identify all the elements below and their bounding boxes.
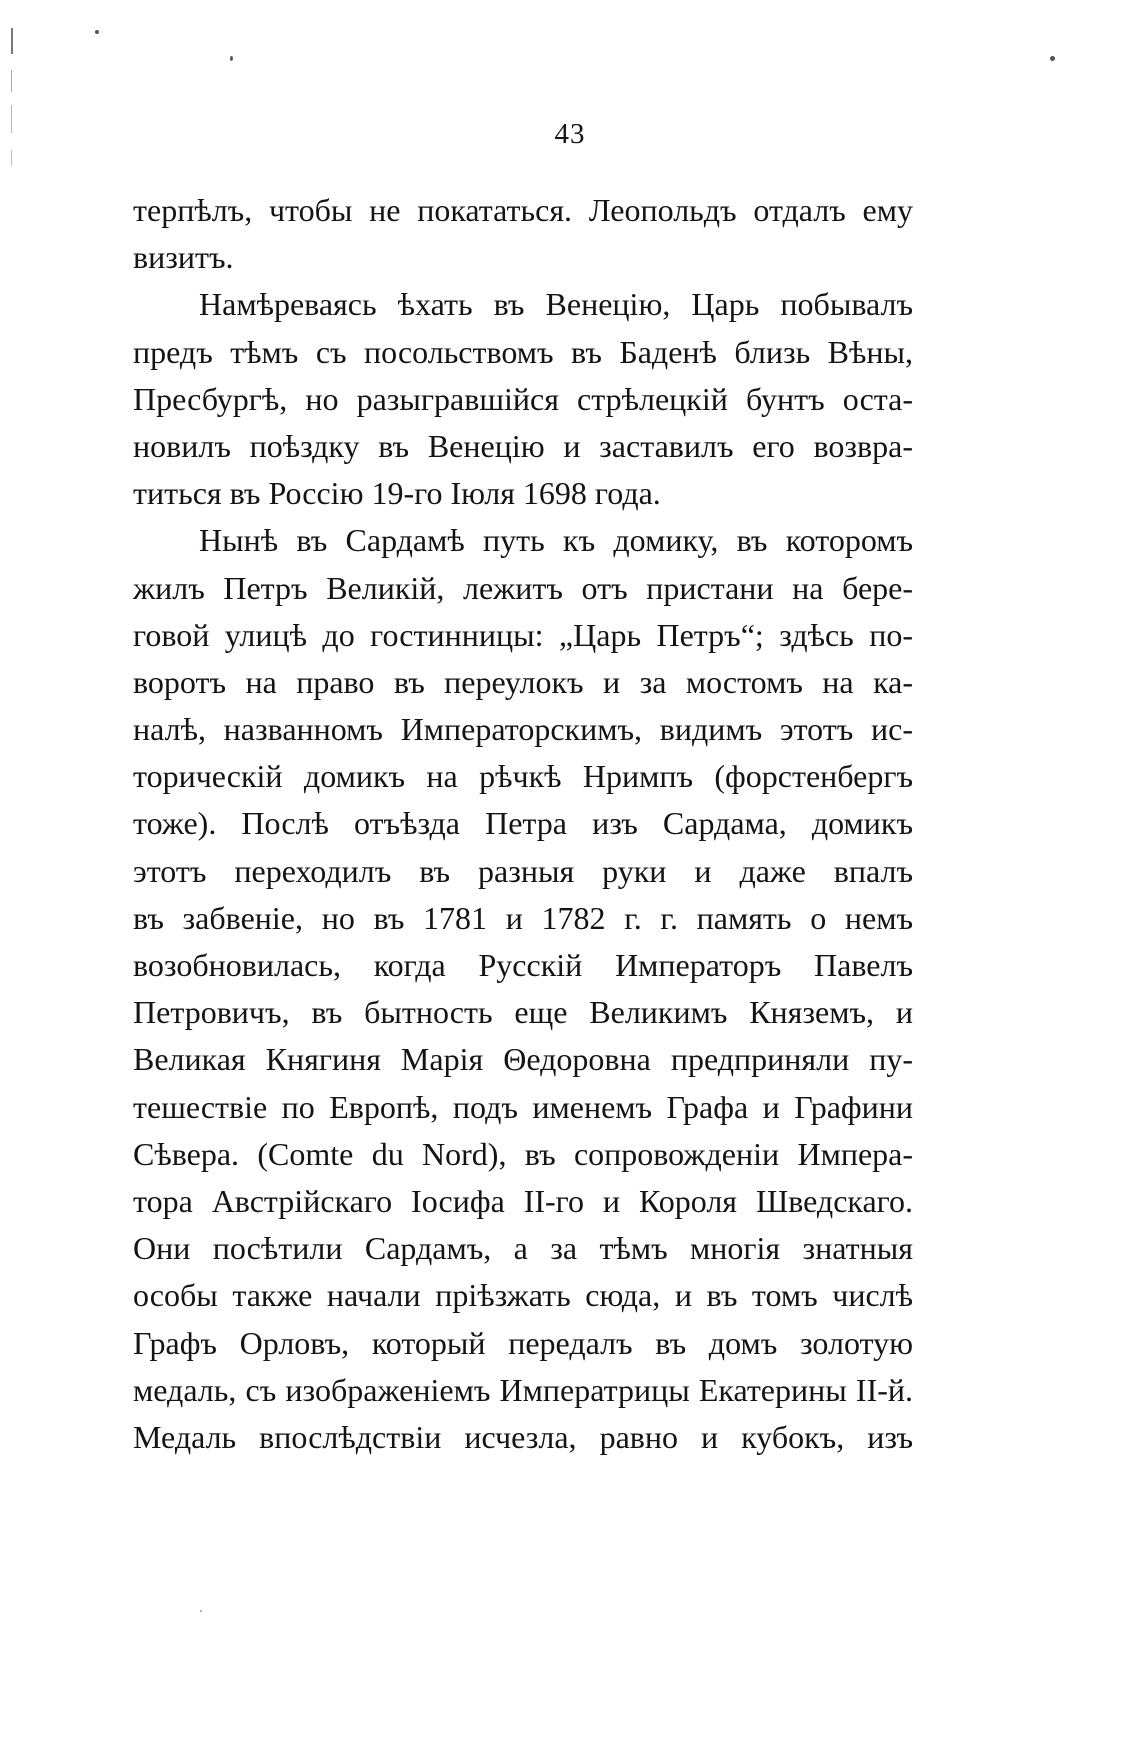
text-line: предъ тѣмъ съ посольствомъ въ Баденѣ близь Вѣны, (133, 333, 913, 370)
scan-speck (230, 56, 233, 61)
text-line: тора Австрійскаго Іосифа II-го и Короля Шведскаго. (133, 1182, 913, 1219)
scan-speck (95, 30, 99, 34)
scan-speck (1050, 56, 1055, 61)
text-line: Медаль впослѣдствіи исчезла, равно и кубокъ, изъ (133, 1418, 913, 1455)
text-line: торическій домикъ на рѣчкѣ Нримпъ (форстенбергъ (133, 758, 913, 795)
text-line: возобновилась, когда Русскій Императоръ Павелъ (133, 947, 913, 983)
text-line: этотъ переходилъ въ разныя руки и даже впалъ (133, 852, 913, 889)
page-number: 43 (554, 118, 586, 150)
scan-speck (200, 1610, 202, 1612)
scan-edge-mark (11, 150, 12, 166)
text-line: налѣ, названномъ Императорскимъ, видимъ этотъ ис- (133, 711, 913, 748)
text-line: говой улицѣ до гостинницы: „Царь Петръ“; здѣсь по- (133, 616, 913, 653)
scan-edge-mark (11, 70, 12, 92)
text-line: воротъ на право въ переулокъ и за мостомъ на ка- (133, 663, 913, 700)
text-line: тешествіе по Европѣ, подъ именемъ Графа и Графини (133, 1088, 913, 1125)
text-line: Пресбургѣ, но разыгравшійся стрѣлецкій бунтъ оста- (133, 380, 913, 417)
text-line: Петровичъ, въ бытность еще Великимъ Княземъ, и (133, 994, 913, 1031)
text-line: въ забвеніе, но въ 1781 и 1782 г. г. память о немъ (133, 899, 913, 936)
text-line: Они посѣтили Сардамъ, а за тѣмъ многія знатныя (133, 1230, 913, 1267)
text-line: терпѣлъ, чтобы не покататься. Леопольдъ отдалъ ему (133, 192, 913, 228)
text-line: Сѣвера. (Comte du Nord), въ сопровожденіи Импера- (133, 1135, 913, 1172)
text-line: новилъ поѣздку въ Венецію и заставилъ его возвра- (133, 427, 913, 464)
text-line: Великая Княгиня Марія Θедоровна предприняли пу- (133, 1041, 913, 1078)
text-line: особы также начали пріѣзжать сюда, и въ томъ числѣ (133, 1277, 913, 1314)
text-line: тоже). Послѣ отъѣзда Петра изъ Сардама, домикъ (133, 805, 913, 842)
text-line: жилъ Петръ Великій, лежитъ отъ пристани на бере- (133, 569, 913, 606)
scan-edge-mark (11, 28, 13, 54)
text-line: титься въ Россію 19-го Іюля 1698 года. (133, 475, 661, 512)
text-line: Намѣреваясь ѣхать въ Венецію, Царь побывалъ (199, 286, 913, 323)
text-line: визитъ. (133, 239, 234, 276)
body-text (133, 187, 913, 1461)
text-line: Нынѣ въ Сардамѣ путь къ домику, въ которомъ (199, 522, 913, 559)
text-line: медаль, съ изображеніемъ Императрицы Екатерины II-й. (133, 1371, 913, 1408)
text-line: Графъ Орловъ, который передалъ въ домъ золотую (133, 1324, 913, 1361)
